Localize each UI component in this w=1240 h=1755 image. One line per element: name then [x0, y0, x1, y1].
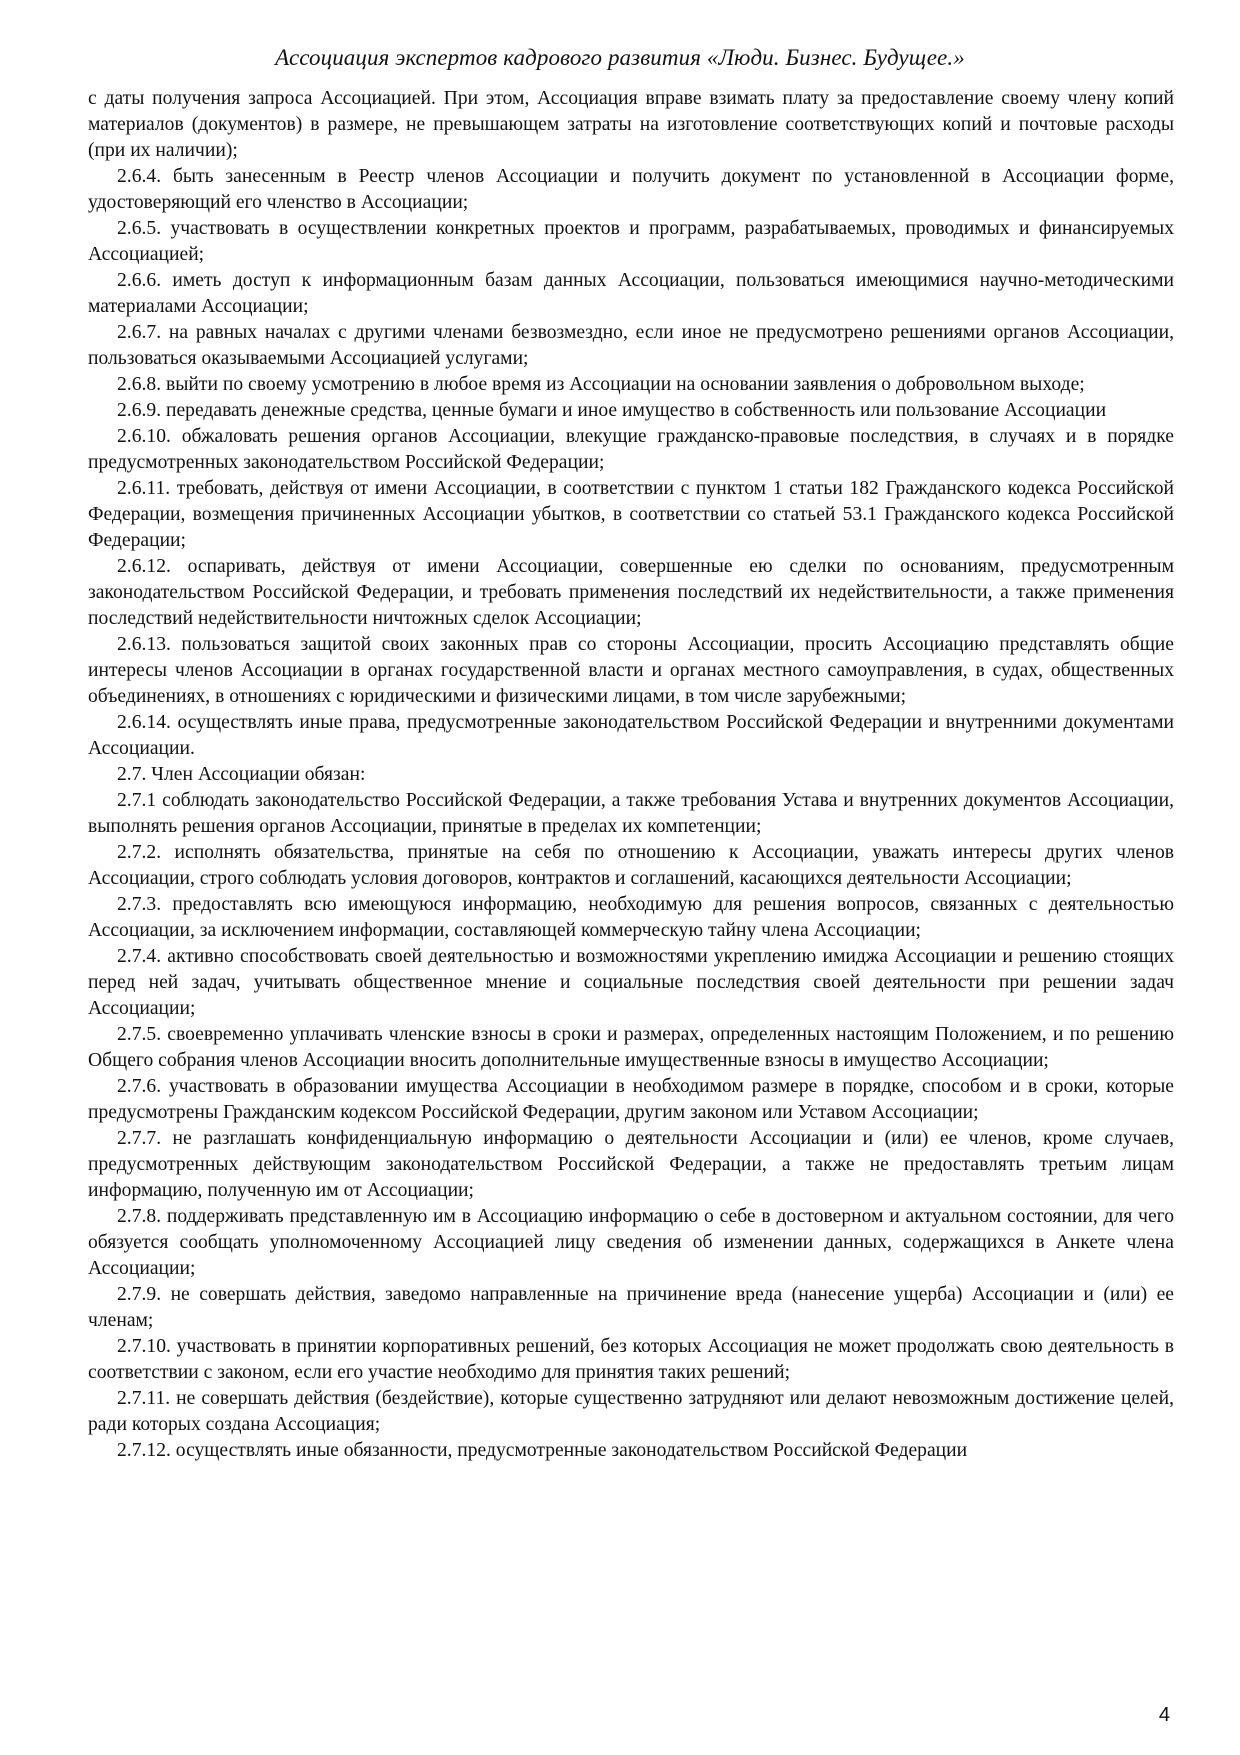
paragraph-2-6-12: 2.6.12. оспаривать, действуя от имени Ассоциации, совершенные ею сделки по основаниям, предусмотренным законодательством Российской Федерации, и требовать применения последствий их недействительности, а также применения последствий недействительности ничтожных сделок Ассоциации;	[88, 556, 1174, 629]
page-number: 4	[1158, 1704, 1170, 1726]
paragraph-2-6-9: 2.6.9. передавать денежные средства, ценные бумаги и иное имущество в собственность или пользование Ассоциации	[117, 400, 1107, 421]
paragraph-2-7-12: 2.7.12. осуществлять иные обязанности, предусмотренные законодательством Российской Федерации	[117, 1440, 968, 1461]
paragraph-continuation: с даты получения запроса Ассоциацией. При этом, Ассоциация вправе взимать плату за предоставление своему члену копий материалов (документов) в размере, не превышающем затраты на изготовление соответствующих копий и почтовые расходы (при их наличии);	[88, 88, 1174, 161]
paragraph-2-6-10: 2.6.10. обжаловать решения органов Ассоциации, влекущие гражданско-правовые последствия, в случаях и в порядке предусмотренных законодательством Российской Федерации;	[88, 426, 1174, 473]
paragraph-2-7-5: 2.7.5. своевременно уплачивать членские взносы в сроки и размерах, определенных настоящим Положением, и по решению Общего собрания членов Ассоциации вносить дополнительные имущественные взносы в имущество Ассоциации;	[88, 1024, 1174, 1071]
paragraph-2-6-7: 2.6.7. на равных началах с другими членами безвозмездно, если иное не предусмотрено решениями органов Ассоциации, пользоваться оказываемыми Ассоциацией услугами;	[88, 322, 1174, 369]
paragraph-2-7-11: 2.7.11. не совершать действия (бездействие), которые существенно затрудняют или делают невозможным достижение целей, ради которых создана Ассоциация;	[88, 1388, 1174, 1435]
paragraph-2-7-7: 2.7.7. не разглашать конфиденциальную информацию о деятельности Ассоциации и (или) ее членов, кроме случаев, предусмотренных действующим законодательством Российской Федерации, а также не предоставлять третьим лицам информацию, полученную им от Ассоциации;	[88, 1128, 1174, 1201]
page-header: Ассоциация экспертов кадрового развития «Люди. Бизнес. Будущее.»	[275, 45, 965, 70]
paragraph-2-6-11: 2.6.11. требовать, действуя от имени Ассоциации, в соответствии с пунктом 1 статьи 182 Гражданского кодекса Российской Федерации, возмещения причиненных Ассоциации убытков, в соответствии со статьей 53.1 Гражданского кодекса Российской Федерации;	[88, 478, 1174, 551]
paragraph-2-7-8: 2.7.8. поддерживать представленную им в Ассоциацию информацию о себе в достоверном и актуальном состоянии, для чего обязуется сообщать уполномоченному Ассоциацией лицу сведения об изменении данных, содержащихся в Анкете члена Ассоциации;	[88, 1206, 1174, 1279]
paragraph-2-6-6: 2.6.6. иметь доступ к информационным базам данных Ассоциации, пользоваться имеющимися научно-методическими материалами Ассоциации;	[88, 270, 1174, 317]
paragraph-2-7-10: 2.7.10. участвовать в принятии корпоративных решений, без которых Ассоциация не может продолжать свою деятельность в соответствии с законом, если его участие необходимо для принятия таких решений;	[88, 1336, 1174, 1383]
paragraph-2-6-4: 2.6.4. быть занесенным в Реестр членов Ассоциации и получить документ по установленной в Ассоциации форме, удостоверяющий его членство в Ассоциации;	[88, 166, 1174, 213]
paragraph-2-6-8: 2.6.8. выйти по своему усмотрению в любое время из Ассоциации на основании заявления о добровольном выходе;	[117, 374, 1085, 395]
paragraph-2-6-5: 2.6.5. участвовать в осуществлении конкретных проектов и программ, разрабатываемых, проводимых и финансируемых Ассоциацией;	[88, 218, 1174, 265]
paragraph-2-7-1: 2.7.1 соблюдать законодательство Российской Федерации, а также требования Устава и внутренних документов Ассоциации, выполнять решения органов Ассоциации, принятые в пределах их компетенции;	[88, 790, 1174, 837]
paragraph-2-7-4: 2.7.4. активно способствовать своей деятельностью и возможностями укреплению имиджа Ассоциации и решению стоящих перед ней задач, учитывать общественное мнение и социальные последствия своей деятельности при решении задач Ассоциации;	[88, 946, 1174, 1019]
paragraph-2-7-3: 2.7.3. предоставлять всю имеющуюся информацию, необходимую для решения вопросов, связанных с деятельностью Ассоциации, за исключением информации, составляющей коммерческую тайну члена Ассоциации;	[88, 894, 1174, 941]
paragraph-2-7-2: 2.7.2. исполнять обязательства, принятые на себя по отношению к Ассоциации, уважать интересы других членов Ассоциации, строго соблюдать условия договоров, контрактов и соглашений, касающихся деятельности Ассоциации;	[88, 842, 1174, 889]
paragraph-2-6-14: 2.6.14. осуществлять иные права, предусмотренные законодательством Российской Федерации и внутренними документами Ассоциации.	[88, 712, 1174, 759]
document-body	[88, 86, 1174, 1464]
paragraph-2-7: 2.7. Член Ассоциации обязан:	[117, 764, 366, 785]
paragraph-2-7-9: 2.7.9. не совершать действия, заведомо направленные на причинение вреда (нанесение ущерба) Ассоциации и (или) ее членам;	[88, 1284, 1174, 1331]
paragraph-2-6-13: 2.6.13. пользоваться защитой своих законных прав со стороны Ассоциации, просить Ассоциацию представлять общие интересы членов Ассоциации в органах государственной власти и органах местного самоуправления, в судах, общественных объединениях, в отношениях с юридическими и физическими лицами, в том числе зарубежными;	[88, 634, 1174, 707]
paragraph-2-7-6: 2.7.6. участвовать в образовании имущества Ассоциации в необходимом размере в порядке, способом и в сроки, которые предусмотрены Гражданским кодексом Российской Федерации, другим законом или Уставом Ассоциации;	[88, 1076, 1174, 1123]
